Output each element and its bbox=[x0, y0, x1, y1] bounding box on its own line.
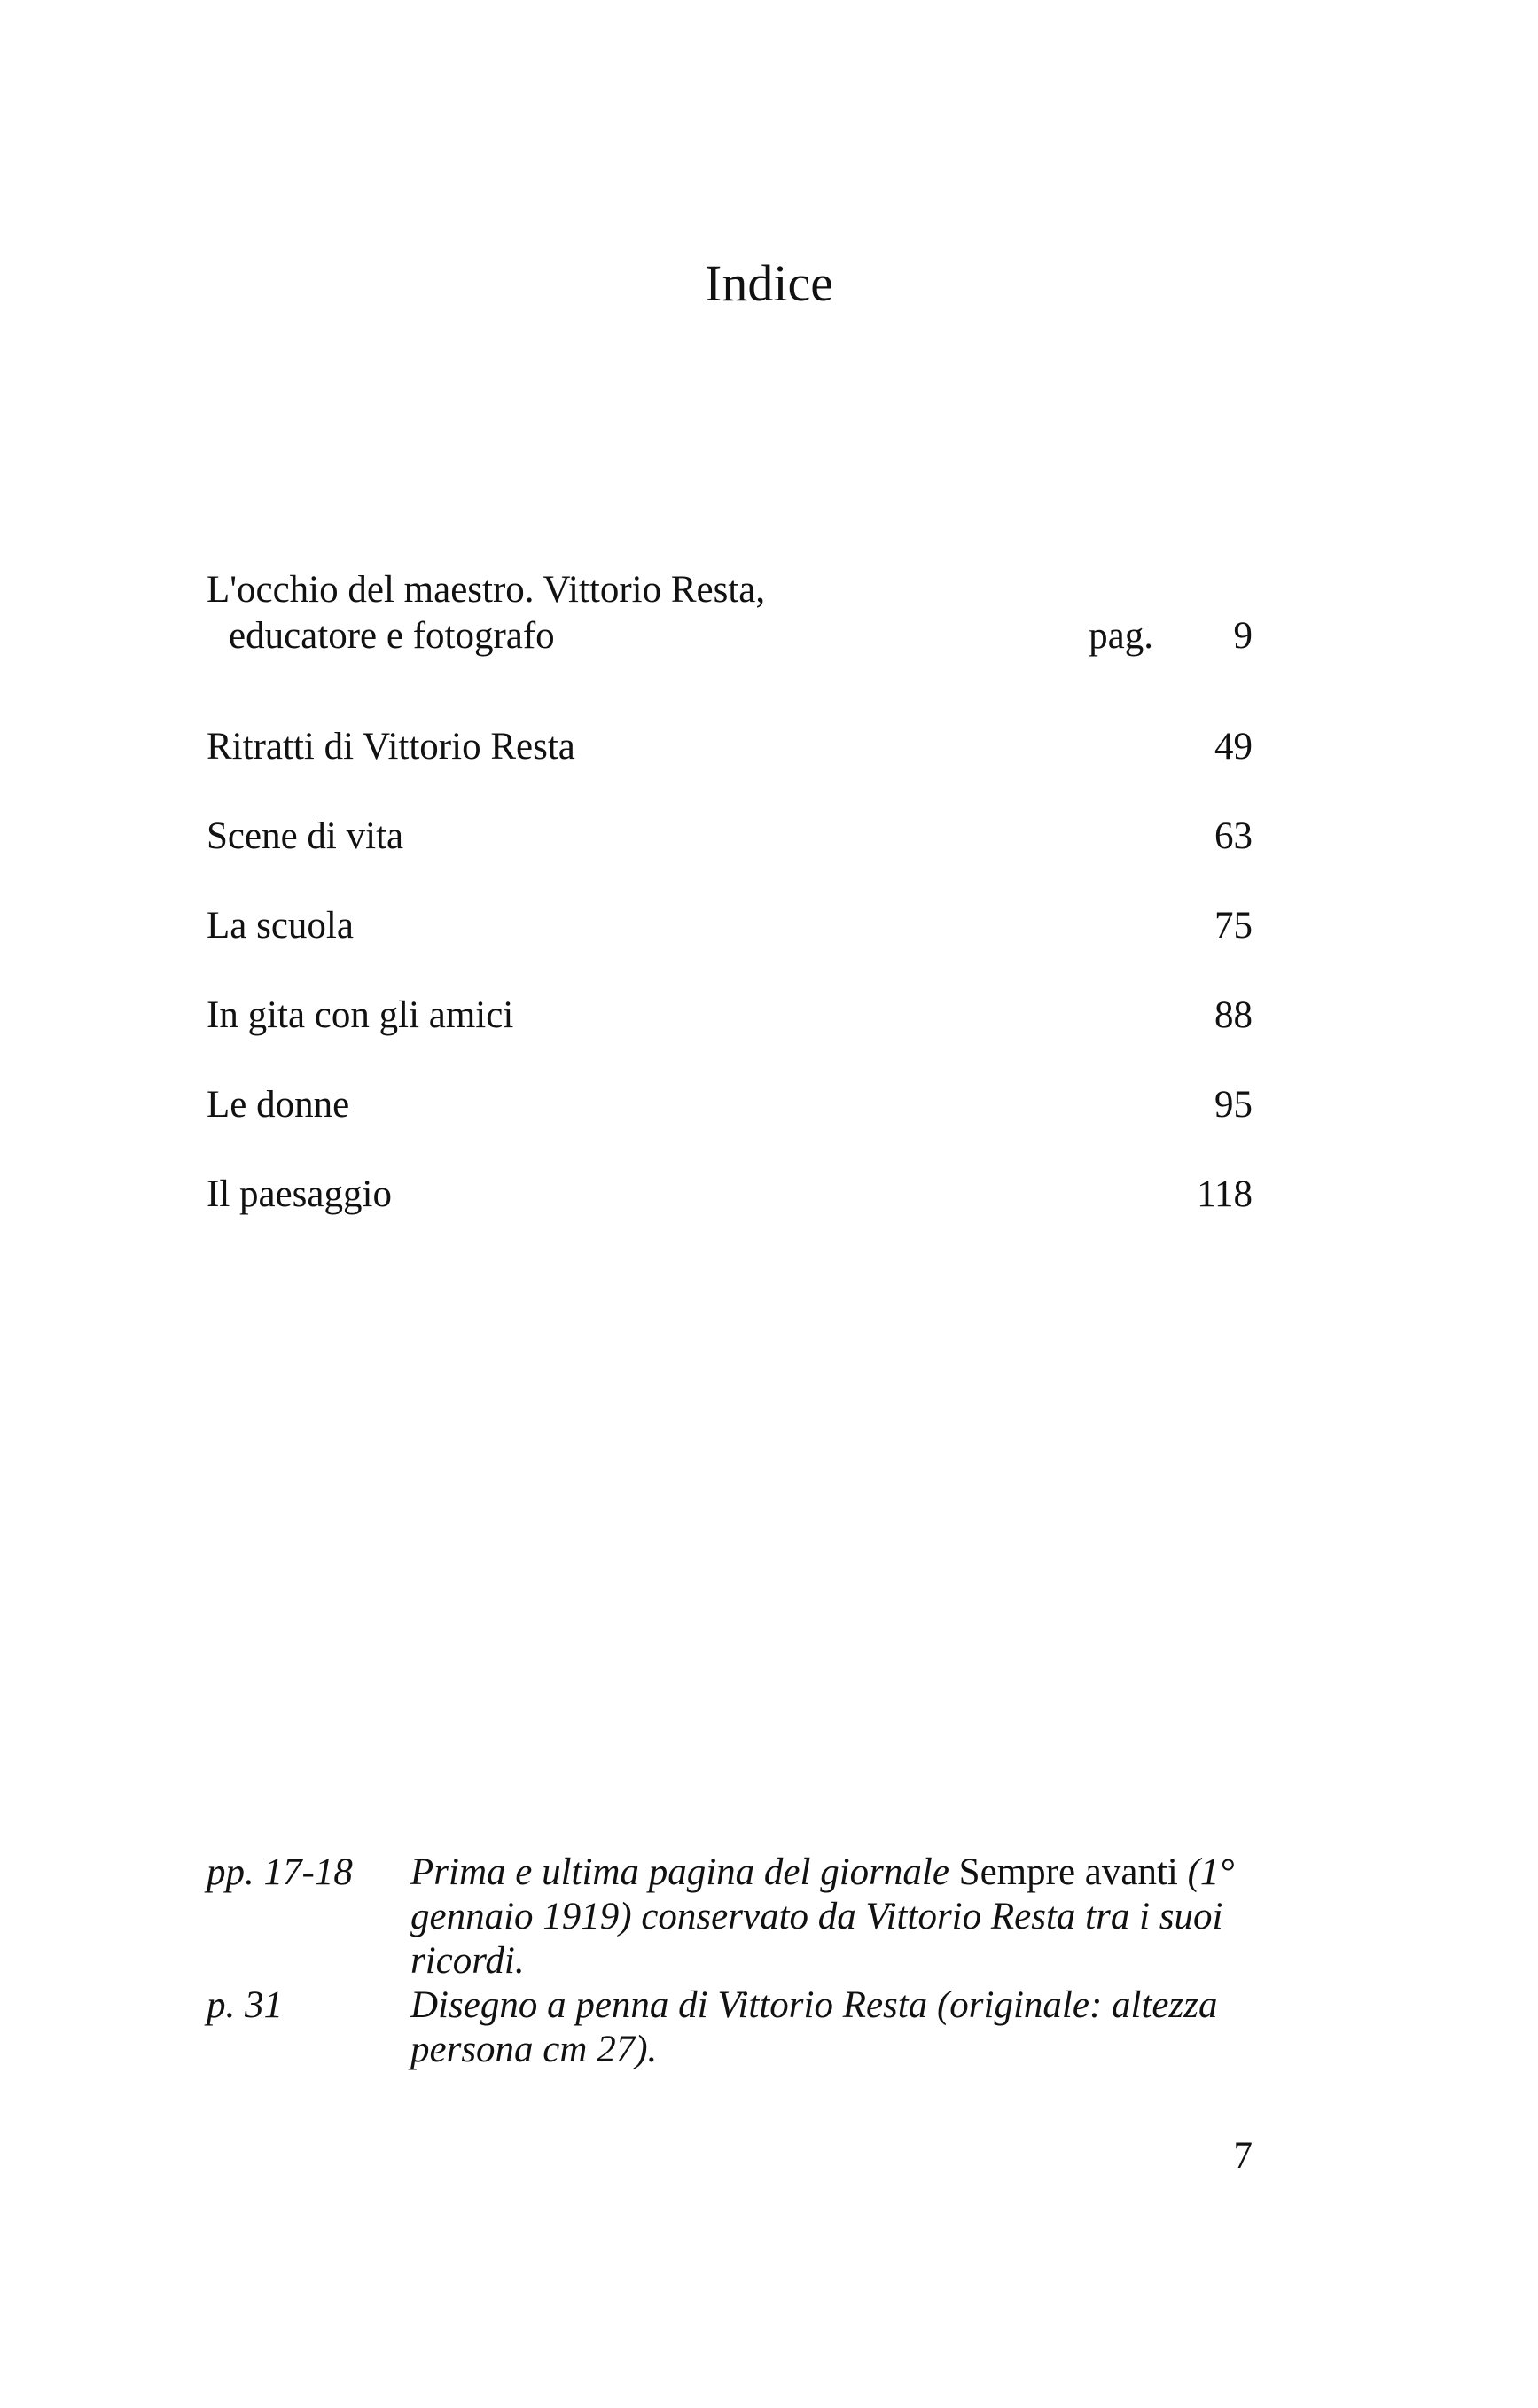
toc-page-number: 88 bbox=[1214, 994, 1253, 1036]
toc-entry-label-line1: L'occhio del maestro. Vittorio Resta, bbox=[207, 569, 766, 611]
note-item bbox=[207, 1851, 1253, 1983]
toc-entry-label: Scene di vita bbox=[207, 815, 404, 857]
toc-entry-label: La scuola bbox=[207, 905, 354, 947]
toc-entry-label bbox=[207, 567, 1004, 659]
page-title: Indice bbox=[705, 254, 833, 312]
toc-entry bbox=[207, 1082, 1253, 1128]
toc-entry-label: Le donne bbox=[207, 1084, 350, 1126]
toc-entry-label-line2: educatore e fotografo bbox=[229, 615, 555, 657]
note-item bbox=[207, 1983, 1253, 2072]
note-text-italic: Prima e ultima pagina del giornale bbox=[410, 1851, 949, 1893]
note-reference: pp. 17-18 bbox=[207, 1851, 353, 1893]
toc-page-number: 49 bbox=[1214, 726, 1253, 768]
toc-entry bbox=[207, 1172, 1253, 1218]
note-text-italic: (1° gennaio 1919) conservato da Vittorio Resta tra i suoi ricordi. bbox=[410, 1851, 1235, 1982]
toc-entry bbox=[207, 993, 1253, 1039]
note-text-roman: Sempre avanti bbox=[958, 1851, 1178, 1893]
toc-entry-label: Il paesaggio bbox=[207, 1173, 392, 1215]
note-reference: p. 31 bbox=[207, 1984, 283, 2026]
toc-entry bbox=[207, 567, 1253, 659]
toc-entry-label: Ritratti di Vittorio Resta bbox=[207, 726, 575, 768]
illustration-notes bbox=[207, 1851, 1253, 2072]
toc-entry-label: In gita con gli amici bbox=[207, 994, 514, 1036]
toc-entry bbox=[207, 814, 1253, 860]
note-text bbox=[410, 1851, 1253, 1983]
toc-entry bbox=[207, 724, 1253, 770]
toc-entry bbox=[207, 903, 1253, 949]
note-text: Disegno a penna di Vittorio Resta (originale: altezza persona cm 27). bbox=[410, 1984, 1218, 2070]
pag-label: pag. bbox=[1089, 615, 1153, 657]
toc-page-number: 95 bbox=[1214, 1084, 1253, 1126]
toc-page-number: 9 bbox=[1233, 615, 1253, 657]
toc-page-number: 75 bbox=[1214, 905, 1253, 947]
toc-page-number: 118 bbox=[1197, 1173, 1253, 1215]
table-of-contents bbox=[207, 567, 1253, 1261]
page-number: 7 bbox=[1233, 2135, 1253, 2177]
toc-page-number: 63 bbox=[1214, 815, 1253, 857]
